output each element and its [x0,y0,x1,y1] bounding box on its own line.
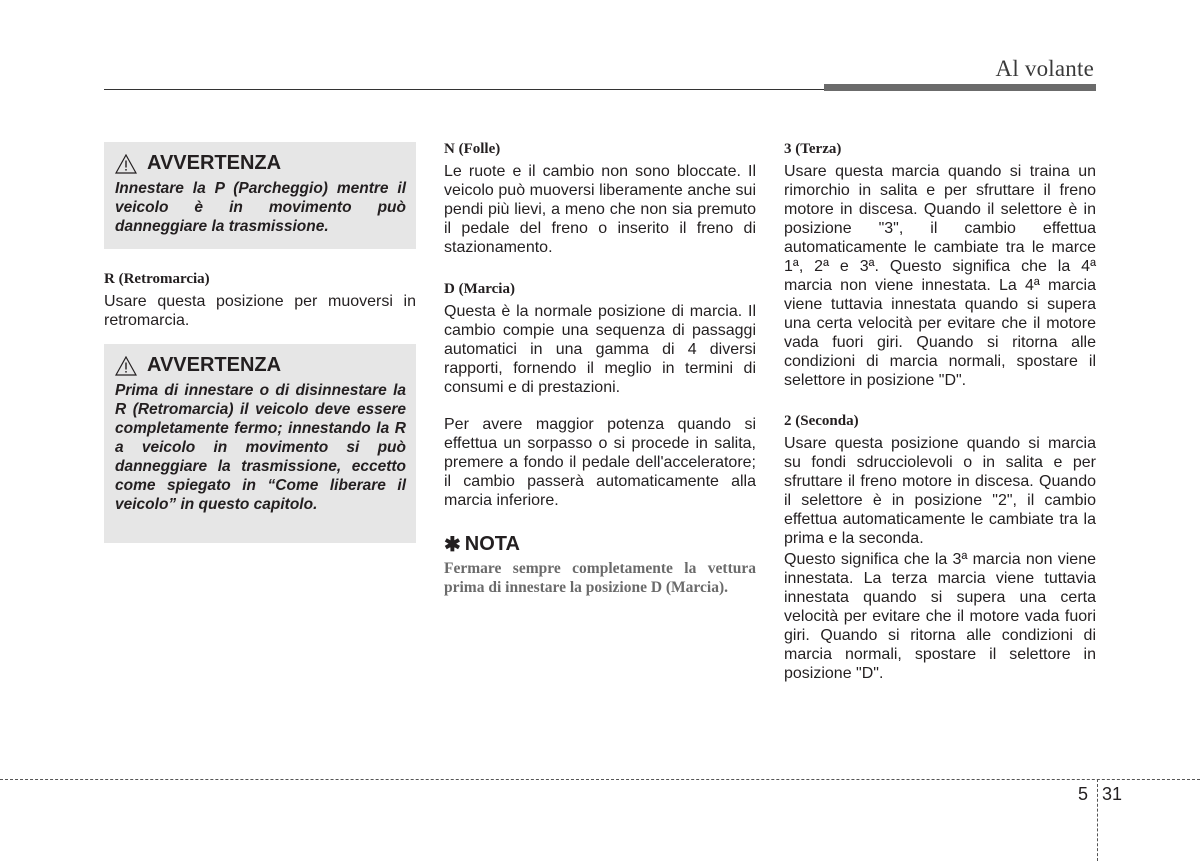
header-rule-accent [824,84,1096,91]
section-text: Le ruote e il cambio non sono bloccate. Il veicolo può muoversi liberamente anche sui pendi più lievi, a meno che non sia premuto il pedale del freno o inserito il freno di stazionamento. [444,163,756,256]
section-text: Usare questa posizione quando si marcia su fondi sdrucciolevoli o in salita e per sfruttare il freno motore in discesa. Quando il selettore è in posizione "2", il cambio effettua automaticamente le cambiate tra la prima e la seconda. [784,435,1096,547]
note-text: Fermare sempre completamente la vettura prima di innestare la posizione D (Marcia). [444,560,756,596]
chapter-number: 5 [1077,784,1088,804]
section-second [784,412,1096,683]
page-header-title: Al volante [995,56,1094,81]
warning-triangle-icon [115,154,137,174]
section-text: Usare questa marcia quando si traina un rimorchio in salita e per sfruttare il freno motore in discesa. Quando il selettore è in posizione "3", il cambio effettua automaticamente le cambiate tra le marce 1ª, 2ª e 3ª. Questo significa che la 4ª marcia non viene innestata. La 4ª marcia viene tuttavia innestata quando si supera una certa velocità per evitare che il motore vada fuori giri. Quando si ritorna alle condizioni di marcia normali, spostare il selettore in posizione "D". [784,163,1096,389]
section-text: Usare questa posizione per muoversi in retromarcia. [104,293,416,329]
section-heading: 2 (Seconda) [784,413,859,429]
section-third [784,140,1096,390]
warning-box [104,142,416,249]
section-n [444,140,756,257]
warning-title: AVVERTENZA [147,152,282,174]
warning-box [104,344,416,543]
note-title: NOTA [464,533,520,555]
warning-title: AVVERTENZA [147,354,282,376]
warning-text: Innestare la P (Parcheggio) mentre il veicolo è in movimento può danneggiare la trasmissione. [115,180,406,235]
section-heading: N (Folle) [444,141,501,157]
footer-rule [0,779,1200,780]
page-number: 31 [1102,784,1123,804]
header-rule [104,89,824,90]
warning-triangle-icon [115,356,137,376]
section-r [104,270,416,330]
section-heading: D (Marcia) [444,281,515,297]
section-heading: 3 (Terza) [784,141,842,157]
section-heading: R (Retromarcia) [104,271,210,287]
section-text: Questo significa che la 3ª marcia non viene innestata. La terza marcia viene tuttavia innestata quando si supera una certa velocità per evitare che il motore vada fuori giri. Quando si ritorna alle condizioni di marcia normali, spostare il selettore in posizione "D". [784,551,1096,682]
warning-text: Prima di innestare o di disinnestare la R (Retromarcia) il veicolo deve essere completamente fermo; innestando la R a veicolo in movimento si può danneggiare la trasmissione, eccetto come spiegato in “Come liberare il veicolo” in questo capitolo. [115,382,406,513]
note-box [444,532,756,597]
section-text: Questa è la normale posizione di marcia. Il cambio compie una sequenza di passaggi automatici in una gamma di 4 diversi rapporti, fornendo il meglio in termini di consumi e di prestazioni. [444,303,756,396]
section-text: Per avere maggior potenza quando si effettua un sorpasso o si procede in salita, premere a fondo il pedale dell'acceleratore; il cambio passerà automaticamente alla marcia inferiore. [444,416,756,509]
section-d [444,280,756,510]
asterisk-icon: ✱ [444,534,461,556]
page-number-separator [1097,779,1098,861]
